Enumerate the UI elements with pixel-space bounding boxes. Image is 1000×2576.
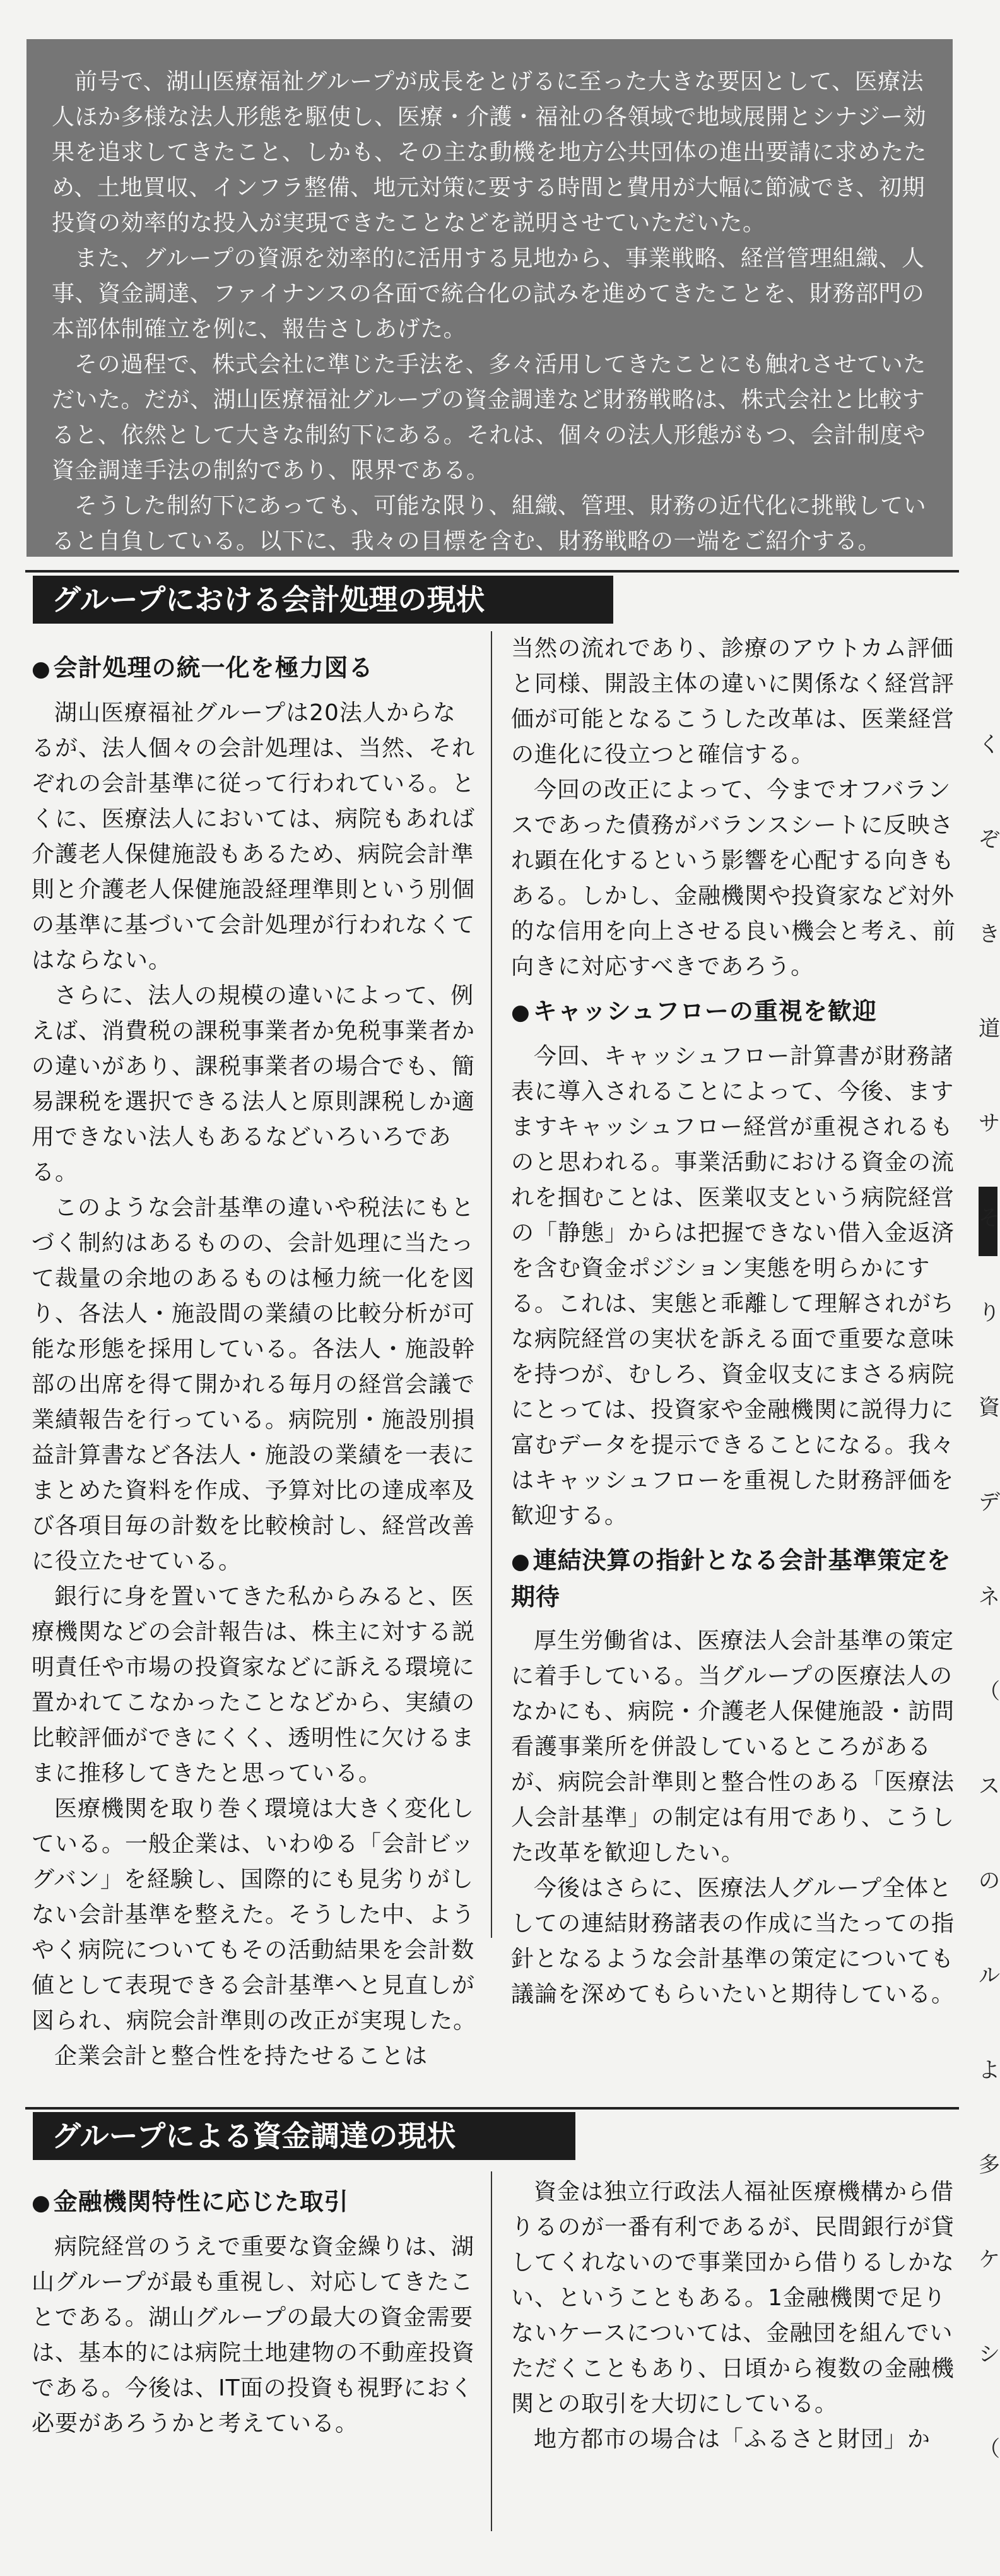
body-paragraph: 今後はさらに、医療法人グループ全体としての連結財務諸表の作成に当たっての指針となるような会計基準の策定についても議論を深めてもらいたいと期待している。 bbox=[511, 1875, 955, 2007]
bullet-icon: ● bbox=[32, 2190, 51, 2216]
edge-fragment: り bbox=[979, 1300, 1000, 1326]
subheading bbox=[511, 994, 956, 1030]
body-paragraph: 湖山医療福祉グループは20法人からなるが、法人個々の会計処理は、当然、それぞれの会計基準に従って行われている。とくに、医療法人においては、病院もあれば介護老人保健施設もあるため、病院会計準則と介護老人保健施設経理準則という別個の基準に基づいて会計処理が行われなくてはならない。 bbox=[32, 700, 476, 973]
edge-fragment: ス bbox=[979, 1774, 1000, 1799]
bullet-icon: ● bbox=[511, 1000, 531, 1025]
edge-fragment: ケ bbox=[979, 2247, 1000, 2272]
body-paragraph: 地方都市の場合は「ふるさと財団」か bbox=[534, 2426, 931, 2452]
body-paragraph: このような会計基準の違いや税法にもとづく制約はあるものの、会計処理に当たって裁量の余地のあるものは極力統一化を図り、各法人・施設間の業績の比較分析が可能な形態を採用している。各法人・施設幹部の出席を得て開かれる毎月の経営会議で業績報告を行っている。病院別・施設別損益計算書など各法人・施設の業績を一表にまとめた資料を作成、予算対比の達成率及び各項目毎の計数を比較検討し、経営改善に役立たせている。 bbox=[32, 1195, 476, 1574]
edge-fragment: の bbox=[979, 1868, 1000, 1894]
body-paragraph: 病院経営のうえで重要な資金繰りは、湖山グループが最も重視し、対応してきたことである。湖山グループの最大の資金需要は、基本的には病院土地建物の不動産投資である。今後は、IT面の投資も視野におく必要があろうかと考えている。 bbox=[32, 2234, 476, 2437]
lead-paragraph: また、グループの資源を効率的に活用する見地から、事業戦略、経営管理組織、人事、資金調達、ファイナンスの各面で統合化の試みを進めてきたことを、財務部門の本部体制確立を例に、報告さしあげた。 bbox=[52, 246, 925, 342]
edge-fragment: シ bbox=[979, 2342, 1000, 2367]
section1-right-column bbox=[511, 631, 956, 2012]
subheading-text: キャッシュフローの重視を歓迎 bbox=[532, 997, 877, 1025]
lead-paragraph: そうした制約下にあっても、可能な限り、組織、管理、財務の近代化に挑戦していると自負している。以下に、我々の目標を含む、財務戦略の一端をご紹介する。 bbox=[52, 493, 927, 554]
subheading bbox=[511, 1543, 956, 1615]
edge-fragment: ネ bbox=[979, 1584, 1000, 1610]
column-divider bbox=[491, 2171, 492, 2531]
subheading-text: 連結決算の指針となる会計基準策定を期待 bbox=[511, 1546, 951, 1611]
edge-fragment: （ bbox=[979, 1679, 1000, 1704]
body-paragraph: 企業会計と整合性を持たせることは bbox=[54, 2043, 428, 2069]
edge-fragment: 多 bbox=[979, 2152, 1000, 2178]
edge-fragment: そ bbox=[979, 1206, 1000, 1231]
edge-fragment: ぞ bbox=[979, 827, 1000, 852]
bullet-icon: ● bbox=[511, 1549, 531, 1574]
section2-left-column bbox=[32, 2184, 478, 2442]
subheading-text: 金融機関特性に応じた取引 bbox=[53, 2188, 349, 2216]
edge-fragment: サ bbox=[979, 1111, 1000, 1136]
lead-paragraph: 前号で、湖山医療福祉グループが成長をとげるに至った大きな要因として、医療法人ほか多様な法人形態を駆使し、医療・介護・福祉の各領域で地域展開とシナジー効果を追求してきたこと、しかも、その主な動機を地方公共団体の進出要請に求めたため、土地買収、インフラ整備、地元対策に要する時間と費用が大幅に節減でき、初期投資の効率的な投入が実現できたことなどを説明させていただいた。 bbox=[52, 69, 927, 236]
section1-banner: グループにおける会計処理の現状 bbox=[33, 576, 613, 624]
lead-paragraph: その過程で、株式会社に準じた手法を、多々活用してきたことにも触れさせていただいた。だが、湖山医療福祉グループの資金調達など財務戦略は、株式会社と比較すると、依然として大きな制約下にある。それは、個々の法人形態がもつ、会計制度や資金調達手法の制約であり、限界である。 bbox=[52, 352, 926, 484]
body-paragraph: 今回の改正によって、今までオフバランスであった債務がバランスシートに反映され顕在化するという影響を心配する向きもある。しかし、金融機関や投資家など対外的な信用を向上させる良い機会と考え、前向きに対応すべきであろう。 bbox=[511, 777, 956, 980]
body-paragraph: 銀行に身を置いてきた私からみると、医療機関などの会計報告は、株主に対する説明責任や市場の投資家などに訴える環境に置かれてこなかったことなどから、実績の比較評価ができにくく、透明性に欠けるままに推移してきたと思っている。 bbox=[32, 1584, 476, 1786]
edge-fragment: く bbox=[979, 732, 1000, 757]
subheading-text: 会計処理の統一化を極力図る bbox=[53, 654, 374, 682]
section1-left-column bbox=[32, 650, 478, 2074]
edge-fragment: き bbox=[979, 922, 1000, 947]
edge-fragment: ル bbox=[979, 1963, 1000, 1988]
section2-right-column bbox=[511, 2175, 956, 2457]
section-rule bbox=[25, 2107, 959, 2110]
subheading bbox=[32, 650, 478, 687]
body-paragraph: 今回、キャッシュフロー計算書が財務諸表に導入されることによって、今後、ますますキャッシュフロー経営が重視されるものと思われる。事業活動における資金の流れを掴むことは、医業収支という病院経営の「静態」からは把握できない借入金返済を含む資金ポジション実態を明らかにする。これは、実態と乖離して理解されがちな病院経営の実状を訴える面で重要な意味を持つが、むしろ、資金収支にまさる病院にとっては、投資家や金融機関に説得力に富むデータを提示できることになる。我々はキャッシュフローを重視した財務評価を歓迎する。 bbox=[511, 1043, 955, 1529]
edge-fragment: 道 bbox=[979, 1016, 1000, 1042]
edge-fragment: 資 bbox=[979, 1395, 1000, 1420]
body-paragraph: 当然の流れであり、診療のアウトカム評価と同様、開設主体の違いに関係なく経営評価が可能となるこうした改革は、医業経営の進化に役立つと確信する。 bbox=[511, 636, 955, 768]
body-paragraph: さらに、法人の規模の違いによって、例えば、消費税の課税事業者か免税事業者かの違いがあり、課税事業者の場合でも、簡易課税を選択できる法人と原則課税しか適用できない法人もあるなどいろいろである。 bbox=[32, 983, 476, 1185]
lead-box bbox=[26, 39, 953, 557]
section2-banner: グループによる資金調達の現状 bbox=[33, 2112, 575, 2160]
bullet-icon: ● bbox=[32, 656, 51, 682]
body-paragraph: 医療機関を取り巻く環境は大きく変化している。一般企業は、いわゆる「会計ビッグバン」を経験し、国際的にも見劣りがしない会計基準を整えた。そうした中、ようやく病院についてもその活動結果を会計数値として表現できる会計基準へと見直しが図られ、病院会計準則の改正が実現した。 bbox=[32, 1796, 477, 2034]
body-paragraph: 厚生労働省は、医療法人会計基準の策定に着手している。当グループの医療法人のなかにも、病院・介護老人保健施設・訪問看護事業所を併設しているところがあるが、病院会計準則と整合性のある「医療法人会計基準」の制定は有用であり、こうした改革を歓迎したい。 bbox=[511, 1628, 955, 1866]
edge-fragment: （ bbox=[979, 2437, 1000, 2462]
body-paragraph: 資金は独立行政法人福祉医療機構から借りるのが一番有利であるが、民間銀行が貸してくれないので事業団から借りるしかない、ということもある。1金融機関で足りないケースについては、金融団を組んでいただくこともあり、日頃から複数の金融機関との取引を大切にしている。 bbox=[511, 2179, 955, 2417]
column-divider bbox=[491, 631, 492, 1938]
section-rule bbox=[25, 570, 959, 573]
edge-fragment: デ bbox=[979, 1490, 1000, 1515]
adjacent-page-edge bbox=[975, 688, 1000, 2575]
edge-fragment: よ bbox=[979, 2058, 1000, 2083]
subheading bbox=[32, 2184, 478, 2221]
